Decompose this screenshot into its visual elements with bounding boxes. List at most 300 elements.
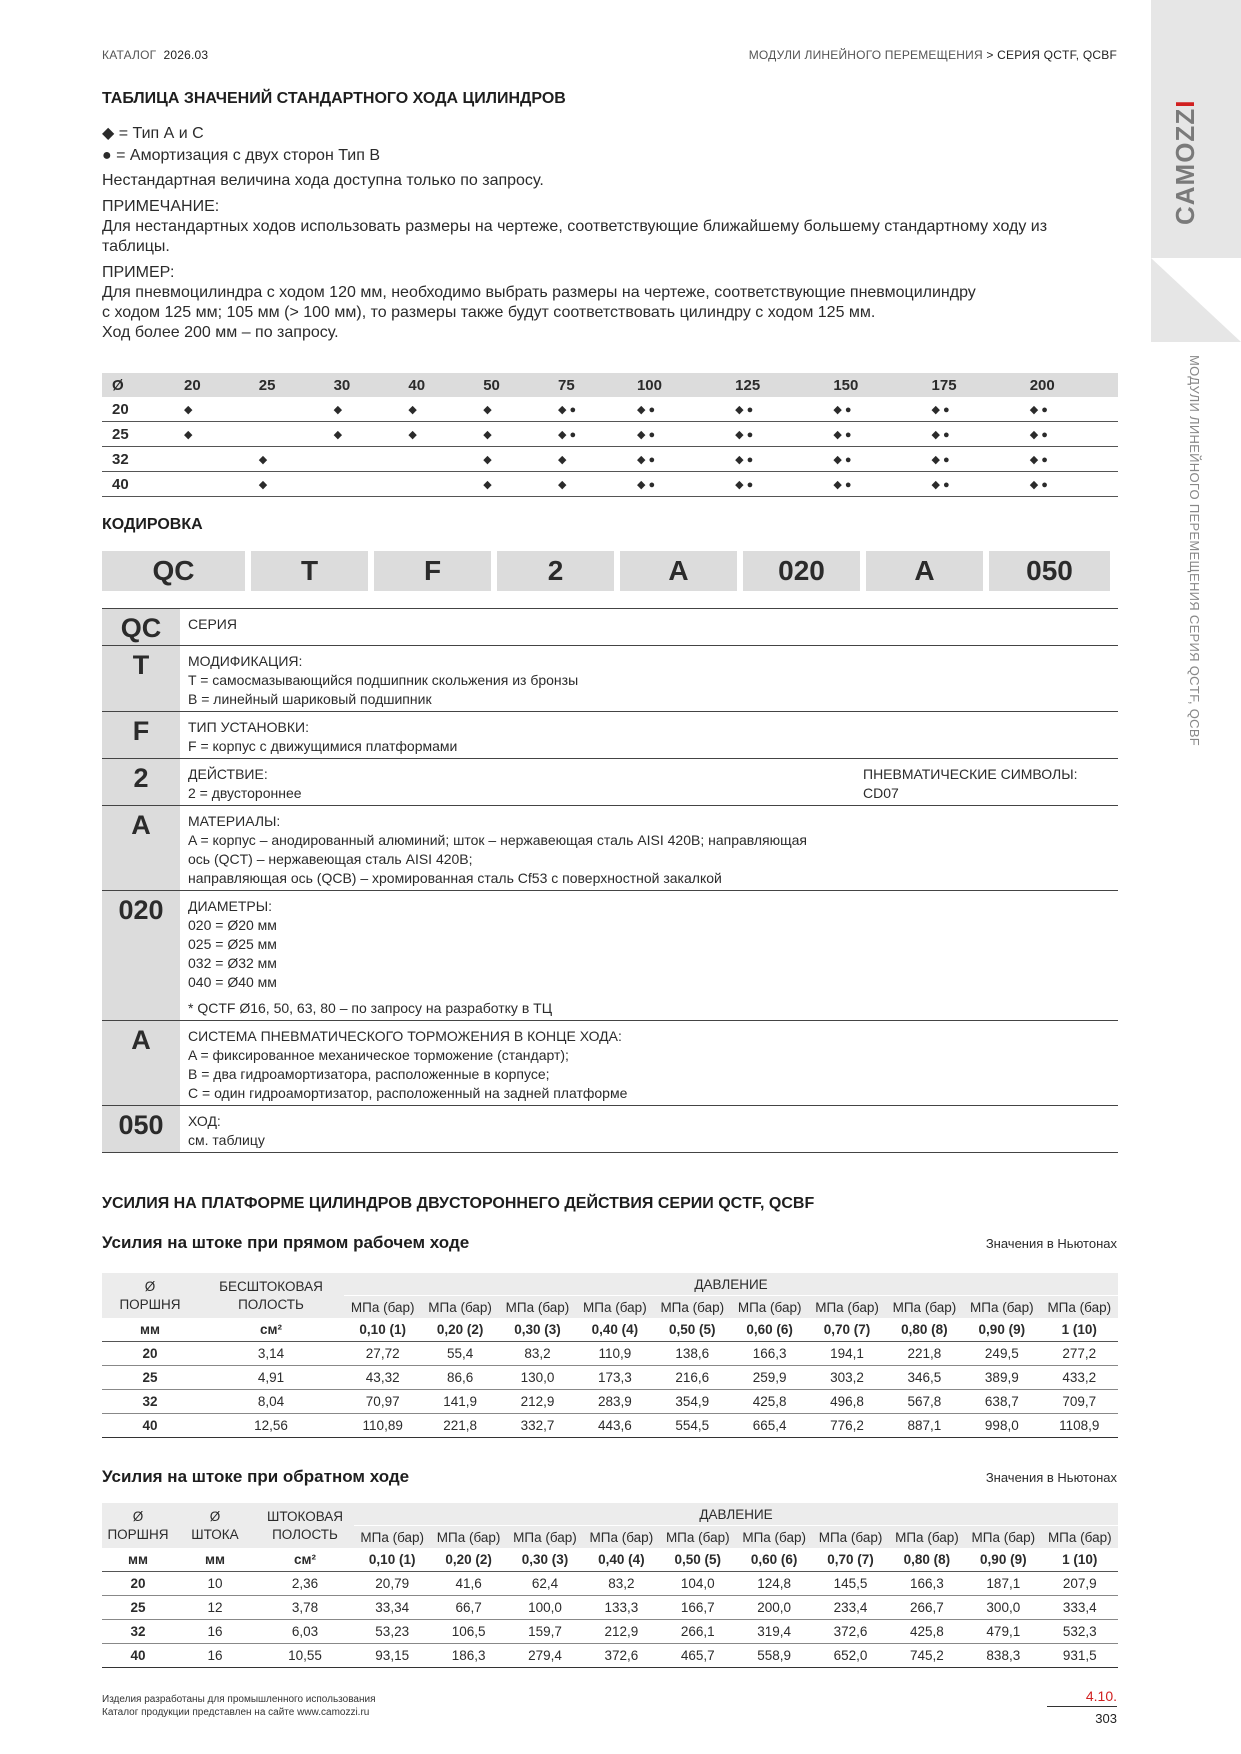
- pressure-value: 0,20 (2): [421, 1318, 498, 1342]
- stroke-cell: ◆: [473, 397, 548, 422]
- stroke-cell: ◆ ●: [548, 422, 627, 447]
- unit-cell: см²: [256, 1548, 354, 1572]
- force-cell: 300,0: [965, 1596, 1041, 1620]
- stroke-cell: ◆ ●: [725, 397, 823, 422]
- pressure-value: 1 (10): [1042, 1548, 1118, 1572]
- code-segment: A: [866, 551, 983, 591]
- stroke-cell: ◆: [473, 422, 548, 447]
- force-cell: 166,3: [889, 1572, 965, 1596]
- definition-description: [180, 1021, 1118, 1106]
- force-row: [102, 1644, 1118, 1668]
- coding-definition-row: [102, 1021, 1118, 1106]
- force-cell: 221,8: [421, 1414, 498, 1438]
- coding-definition-row: [102, 806, 1118, 891]
- force-cell: 319,4: [736, 1620, 812, 1644]
- unit-cell: мм: [102, 1548, 174, 1572]
- definition-line: ось (QCT) – нержавеющая сталь AISI 420B;: [188, 851, 473, 867]
- pneumatic-symbols: [863, 765, 1078, 803]
- stroke-cell: ◆ ●: [922, 422, 1020, 447]
- stroke-cell: [324, 472, 399, 497]
- force-cell: 10: [174, 1572, 256, 1596]
- stroke-cell: ◆: [174, 397, 249, 422]
- force-cell: 100,0: [507, 1596, 583, 1620]
- stroke-header: 100: [627, 373, 725, 397]
- pneumatic-symbols-value: CD07: [863, 785, 899, 801]
- stroke-cell: ◆: [398, 422, 473, 447]
- definition-line: СИСТЕМА ПНЕВМАТИЧЕСКОГО ТОРМОЖЕНИЯ В КОНЦЕ ХОДА:: [188, 1028, 622, 1044]
- breadcrumb-separator: >: [986, 48, 994, 62]
- force-cell: 2,36: [256, 1572, 354, 1596]
- force-cell: 66,7: [430, 1596, 506, 1620]
- definition-code: T: [102, 646, 180, 712]
- code-segment: QC: [102, 551, 245, 591]
- force-cell: 1108,9: [1041, 1414, 1118, 1438]
- force-cell: 32: [102, 1620, 174, 1644]
- force-cell: 25: [102, 1366, 198, 1390]
- definition-line: T = самосмазывающийся подшипник скольжения из бронзы: [188, 672, 579, 688]
- pressure-unit: МПа (бар): [965, 1526, 1041, 1549]
- force-cell: 221,8: [886, 1342, 963, 1366]
- force-cell: 93,15: [354, 1644, 430, 1668]
- stroke-header: 50: [473, 373, 548, 397]
- forces-title: УСИЛИЯ НА ПЛАТФОРМЕ ЦИЛИНДРОВ ДВУСТОРОННЕГО ДЕЙСТВИЯ СЕРИИ QCTF, QCBF: [102, 1195, 815, 1212]
- column-header: [198, 1273, 344, 1318]
- pressure-unit: МПа (бар): [354, 1526, 430, 1549]
- stroke-cell: ◆: [473, 447, 548, 472]
- example-line: Для пневмоцилиндра с ходом 120 мм, необходимо выбрать размеры на чертеже, соответствующие пневмоцилиндру: [102, 284, 976, 301]
- stroke-cell: [249, 422, 324, 447]
- pressure-value: 0,30 (3): [499, 1318, 576, 1342]
- coding-title: КОДИРОВКА: [102, 516, 203, 533]
- force-cell: 465,7: [660, 1644, 736, 1668]
- force-cell: 166,3: [731, 1342, 808, 1366]
- definition-line: A = фиксированное механическое торможение (стандарт);: [188, 1047, 569, 1063]
- stroke-cell: ◆: [548, 447, 627, 472]
- unit-cell: см²: [198, 1318, 344, 1342]
- pressure-value: 0,90 (9): [963, 1318, 1040, 1342]
- force-row: [102, 1596, 1118, 1620]
- force-cell: 6,03: [256, 1620, 354, 1644]
- force-cell: 207,9: [1042, 1572, 1118, 1596]
- stroke-header: 40: [398, 373, 473, 397]
- stroke-cell: [324, 447, 399, 472]
- force-cell: 4,91: [198, 1366, 344, 1390]
- force-cell: 279,4: [507, 1644, 583, 1668]
- stroke-cell: ◆ ●: [725, 447, 823, 472]
- column-header-line: ПОРШНЯ: [119, 1296, 181, 1312]
- stroke-cell: ◆ ●: [922, 397, 1020, 422]
- definition-description: [180, 759, 1118, 806]
- pressure-value-row: [102, 1548, 1118, 1572]
- force-cell: 200,0: [736, 1596, 812, 1620]
- force-cell: 558,9: [736, 1644, 812, 1668]
- force-cell: 25: [102, 1596, 174, 1620]
- stroke-cell: ◆: [174, 422, 249, 447]
- force-cell: 12: [174, 1596, 256, 1620]
- pneumatic-symbols-label: ПНЕВМАТИЧЕСКИЕ СИМВОЛЫ:: [863, 766, 1078, 782]
- column-header: [174, 1503, 256, 1548]
- definition-line: ДИАМЕТРЫ:: [188, 898, 273, 914]
- column-header-line: ПОРШНЯ: [107, 1526, 169, 1542]
- stroke-cell: ◆ ●: [548, 397, 627, 422]
- pressure-value: 0,50 (5): [654, 1318, 731, 1342]
- stroke-cell: ◆: [548, 472, 627, 497]
- stroke-header: 125: [725, 373, 823, 397]
- force-cell: 16: [174, 1644, 256, 1668]
- force-cell: 33,34: [354, 1596, 430, 1620]
- stroke-cell: ◆ ●: [1020, 472, 1118, 497]
- stroke-cell: ◆ ●: [627, 447, 725, 472]
- force-row: [102, 1572, 1118, 1596]
- force-cell: 104,0: [660, 1572, 736, 1596]
- unit-cell: мм: [102, 1318, 198, 1342]
- force-cell: 12,56: [198, 1414, 344, 1438]
- force-cell: 173,3: [576, 1366, 653, 1390]
- stroke-cell: ◆ ●: [922, 472, 1020, 497]
- column-header-line: Ø: [132, 1508, 144, 1524]
- catalog-year: 2026.03: [163, 48, 209, 62]
- definition-code: 020: [102, 891, 180, 1021]
- stroke-table-title: ТАБЛИЦА ЗНАЧЕНИЙ СТАНДАРТНОГО ХОДА ЦИЛИНДРОВ: [102, 90, 566, 107]
- unit-cell: мм: [174, 1548, 256, 1572]
- definition-line: 025 = Ø25 мм: [188, 936, 277, 952]
- force-cell: 70,97: [344, 1390, 421, 1414]
- stroke-cell: ◆ ●: [823, 472, 921, 497]
- definition-description: [180, 712, 1118, 759]
- forward-force-table: [102, 1273, 1118, 1438]
- brand-logo: CAMOZZI: [1170, 99, 1200, 225]
- force-header-row: [102, 1273, 1118, 1296]
- coding-definition-row: [102, 646, 1118, 712]
- stroke-cell: ◆ ●: [823, 422, 921, 447]
- force-cell: 709,7: [1041, 1390, 1118, 1414]
- pressure-unit: МПа (бар): [731, 1296, 808, 1319]
- stroke-cell: ◆ ●: [725, 472, 823, 497]
- pressure-value: 0,50 (5): [660, 1548, 736, 1572]
- stroke-cell: ◆: [324, 422, 399, 447]
- stroke-cell: ◆ ●: [922, 447, 1020, 472]
- pressure-unit: МПа (бар): [1042, 1526, 1118, 1549]
- code-segment: 020: [743, 551, 860, 591]
- coding-definition-row: [102, 759, 1118, 806]
- force-cell: 141,9: [421, 1390, 498, 1414]
- breadcrumb-current: СЕРИЯ QCTF, QCBF: [997, 48, 1117, 62]
- force-cell: 186,3: [430, 1644, 506, 1668]
- force-cell: 110,89: [344, 1414, 421, 1438]
- definition-line: B = два гидроамортизатора, расположенные в корпусе;: [188, 1066, 550, 1082]
- force-cell: 32: [102, 1390, 198, 1414]
- force-cell: 259,9: [731, 1366, 808, 1390]
- force-cell: 554,5: [654, 1414, 731, 1438]
- force-cell: 346,5: [886, 1366, 963, 1390]
- coding-definition-row: [102, 1106, 1118, 1153]
- force-cell: 145,5: [812, 1572, 888, 1596]
- force-cell: 372,6: [583, 1644, 659, 1668]
- definition-description: [180, 806, 1118, 891]
- column-header: [102, 1273, 198, 1318]
- return-force-table: [102, 1503, 1118, 1668]
- definition-line: 020 = Ø20 мм: [188, 917, 277, 933]
- pressure-unit: МПа (бар): [499, 1296, 576, 1319]
- force-cell: 433,2: [1041, 1366, 1118, 1390]
- force-cell: 16: [174, 1620, 256, 1644]
- definition-line: ХОД:: [188, 1113, 221, 1129]
- pressure-value: 0,30 (3): [507, 1548, 583, 1572]
- force-cell: 20: [102, 1572, 174, 1596]
- definition-line: F = корпус с движущимися платформами: [188, 738, 458, 754]
- code-segment: A: [620, 551, 737, 591]
- section-number: 4.10.: [1047, 1688, 1117, 1707]
- return-force-title: Усилия на штоке при обратном ходе: [102, 1467, 410, 1486]
- pressure-unit: МПа (бар): [808, 1296, 885, 1319]
- pressure-value: 0,40 (4): [583, 1548, 659, 1572]
- force-cell: 233,4: [812, 1596, 888, 1620]
- force-cell: 159,7: [507, 1620, 583, 1644]
- force-cell: 931,5: [1042, 1644, 1118, 1668]
- pressure-value: 0,10 (1): [354, 1548, 430, 1572]
- page-number: 303: [1095, 1711, 1117, 1726]
- force-cell: 194,1: [808, 1342, 885, 1366]
- pressure-value: 0,90 (9): [965, 1548, 1041, 1572]
- stroke-cell: [174, 447, 249, 472]
- pressure-unit: МПа (бар): [889, 1526, 965, 1549]
- definition-code: A: [102, 1021, 180, 1106]
- stroke-row: [102, 422, 1118, 447]
- side-section-title: МОДУЛИ ЛИНЕЙНОГО ПЕРЕМЕЩЕНИЯ СЕРИЯ QCTF, QCBF: [1187, 355, 1202, 747]
- force-cell: 443,6: [576, 1414, 653, 1438]
- force-cell: 266,7: [889, 1596, 965, 1620]
- definition-description: [180, 1106, 1118, 1153]
- stroke-cell: [398, 472, 473, 497]
- column-header-line: ШТОКОВАЯ: [266, 1508, 344, 1524]
- force-cell: 333,4: [1042, 1596, 1118, 1620]
- footer-line: Каталог продукции представлен на сайте www.camozzi.ru: [102, 1707, 370, 1718]
- stroke-cell: ◆ ●: [627, 422, 725, 447]
- force-cell: 776,2: [808, 1414, 885, 1438]
- stroke-row: [102, 447, 1118, 472]
- stroke-cell: ◆ ●: [725, 422, 823, 447]
- pressure-unit: МПа (бар): [421, 1296, 498, 1319]
- force-cell: 10,55: [256, 1644, 354, 1668]
- definition-description: [180, 646, 1118, 712]
- stroke-header: 20: [174, 373, 249, 397]
- pressure-unit: МПа (бар): [576, 1296, 653, 1319]
- force-cell: 20,79: [354, 1572, 430, 1596]
- force-row: [102, 1390, 1118, 1414]
- force-cell: 665,4: [731, 1414, 808, 1438]
- force-cell: 3,14: [198, 1342, 344, 1366]
- force-cell: 496,8: [808, 1390, 885, 1414]
- definition-line: ДЕЙСТВИЕ:: [188, 766, 268, 782]
- pressure-value: 0,40 (4): [576, 1318, 653, 1342]
- definition-main: [188, 765, 863, 803]
- force-cell: 53,23: [354, 1620, 430, 1644]
- pressure-value: 0,80 (8): [886, 1318, 963, 1342]
- stroke-table-header: [102, 373, 1118, 397]
- pressure-value-row: [102, 1318, 1118, 1342]
- diameter-cell: 40: [102, 472, 174, 497]
- force-cell: 303,2: [808, 1366, 885, 1390]
- legend-type-ac: ◆ = Тип А и С: [102, 125, 204, 142]
- definition-line: B = линейный шариковый подшипник: [188, 691, 432, 707]
- example-label: ПРИМЕР:: [102, 264, 175, 281]
- force-cell: 212,9: [583, 1620, 659, 1644]
- force-cell: 166,7: [660, 1596, 736, 1620]
- definition-line: ТИП УСТАНОВКИ:: [188, 719, 309, 735]
- force-cell: 998,0: [963, 1414, 1040, 1438]
- force-cell: 277,2: [1041, 1342, 1118, 1366]
- pressure-header: ДАВЛЕНИЕ: [344, 1273, 1118, 1296]
- pressure-unit: МПа (бар): [654, 1296, 731, 1319]
- force-cell: 43,32: [344, 1366, 421, 1390]
- force-row: [102, 1366, 1118, 1390]
- stroke-cell: ◆ ●: [1020, 422, 1118, 447]
- definition-code: QC: [102, 609, 180, 646]
- code-segment: 050: [989, 551, 1110, 591]
- force-cell: 130,0: [499, 1366, 576, 1390]
- stroke-cell: ◆: [398, 397, 473, 422]
- stroke-header: 75: [548, 373, 627, 397]
- column-header-line: ПОЛОСТЬ: [272, 1526, 338, 1542]
- column-header-line: БЕСШТОКОВАЯ: [219, 1278, 323, 1294]
- stroke-cell: ◆ ●: [1020, 397, 1118, 422]
- definition-line: 032 = Ø32 мм: [188, 955, 277, 971]
- stroke-cell: ◆: [249, 447, 324, 472]
- definition-line: МОДИФИКАЦИЯ:: [188, 653, 303, 669]
- footer-line: Изделия разработаны для промышленного использования: [102, 1694, 376, 1705]
- force-cell: 249,5: [963, 1342, 1040, 1366]
- force-cell: 567,8: [886, 1390, 963, 1414]
- pressure-value: 0,60 (6): [731, 1318, 808, 1342]
- pressure-unit: МПа (бар): [812, 1526, 888, 1549]
- coding-definition-row: [102, 712, 1118, 759]
- force-cell: 8,04: [198, 1390, 344, 1414]
- force-cell: 532,3: [1042, 1620, 1118, 1644]
- pressure-unit: МПа (бар): [1041, 1296, 1118, 1319]
- force-cell: 212,9: [499, 1390, 576, 1414]
- column-header-line: ШТОКА: [191, 1526, 239, 1542]
- units-note: Значения в Ньютонах: [985, 1470, 1117, 1485]
- force-cell: 187,1: [965, 1572, 1041, 1596]
- pressure-unit: МПа (бар): [583, 1526, 659, 1549]
- pressure-unit: МПа (бар): [430, 1526, 506, 1549]
- note-label: ПРИМЕЧАНИЕ:: [102, 198, 220, 215]
- force-row: [102, 1342, 1118, 1366]
- stroke-row: [102, 397, 1118, 422]
- column-header-line: ПОЛОСТЬ: [238, 1296, 304, 1312]
- definition-code: A: [102, 806, 180, 891]
- column-header: [256, 1503, 354, 1548]
- pressure-unit: МПа (бар): [344, 1296, 421, 1319]
- stroke-cell: ◆ ●: [823, 447, 921, 472]
- pressure-unit: МПа (бар): [886, 1296, 963, 1319]
- pressure-value: 0,70 (7): [812, 1548, 888, 1572]
- pressure-unit: МПа (бар): [660, 1526, 736, 1549]
- force-cell: 133,3: [583, 1596, 659, 1620]
- pressure-value: 0,60 (6): [736, 1548, 812, 1572]
- pressure-value: 0,80 (8): [889, 1548, 965, 1572]
- definition-code: 2: [102, 759, 180, 806]
- force-cell: 41,6: [430, 1572, 506, 1596]
- code-segment: T: [251, 551, 368, 591]
- definition-description: [180, 891, 1118, 1021]
- force-cell: 55,4: [421, 1342, 498, 1366]
- breadcrumb-item[interactable]: МОДУЛИ ЛИНЕЙНОГО ПЕРЕМЕЩЕНИЯ: [748, 48, 983, 62]
- pressure-unit: МПа (бар): [736, 1526, 812, 1549]
- footer-notes: [102, 1693, 376, 1719]
- definition-line: 040 = Ø40 мм: [188, 974, 277, 990]
- stroke-cell: ◆ ●: [627, 397, 725, 422]
- catalog-header: [102, 48, 208, 62]
- column-header-line: Ø: [144, 1278, 156, 1294]
- definition-code: F: [102, 712, 180, 759]
- definition-footnote: * QCTF Ø16, 50, 63, 80 – по запросу на разработку в ТЦ: [188, 1000, 553, 1016]
- code-segment: 2: [497, 551, 614, 591]
- force-cell: 745,2: [889, 1644, 965, 1668]
- note-text: Для нестандартных ходов использовать размеры на чертеже, соответствующие ближайшему большему стандартному ходу из таблицы.: [102, 218, 1048, 255]
- force-cell: 425,8: [731, 1390, 808, 1414]
- pressure-header: ДАВЛЕНИЕ: [354, 1503, 1118, 1526]
- stroke-header: 150: [823, 373, 921, 397]
- stroke-cell: ◆: [324, 397, 399, 422]
- stroke-cell: ◆ ●: [627, 472, 725, 497]
- pressure-value: 0,70 (7): [808, 1318, 885, 1342]
- force-cell: 354,9: [654, 1390, 731, 1414]
- diameter-cell: 25: [102, 422, 174, 447]
- pressure-value: 0,10 (1): [344, 1318, 421, 1342]
- units-note: Значения в Ньютонах: [985, 1236, 1117, 1251]
- breadcrumb: [749, 48, 1117, 62]
- definition-line: СЕРИЯ: [188, 616, 237, 632]
- catalog-label: КАТАЛОГ: [102, 48, 157, 62]
- force-row: [102, 1620, 1118, 1644]
- force-cell: 86,6: [421, 1366, 498, 1390]
- code-segment: F: [374, 551, 491, 591]
- force-cell: 838,3: [965, 1644, 1041, 1668]
- coding-definition-row: [102, 891, 1118, 1021]
- definition-two-column: [188, 765, 1110, 803]
- stroke-cell: [249, 397, 324, 422]
- stroke-header: 30: [324, 373, 399, 397]
- force-cell: 887,1: [886, 1414, 963, 1438]
- force-cell: 266,1: [660, 1620, 736, 1644]
- stroke-notes: [102, 124, 1112, 343]
- definition-line: см. таблицу: [188, 1132, 265, 1148]
- force-cell: 110,9: [576, 1342, 653, 1366]
- force-cell: 3,78: [256, 1596, 354, 1620]
- force-cell: 40: [102, 1644, 174, 1668]
- pressure-value: 0,20 (2): [430, 1548, 506, 1572]
- force-cell: 332,7: [499, 1414, 576, 1438]
- diameter-header: Ø: [102, 373, 174, 397]
- definition-line: A = корпус – анодированный алюминий; шток – нержавеющая сталь AISI 420B; направляющая: [188, 832, 808, 848]
- stroke-cell: ◆ ●: [823, 397, 921, 422]
- stroke-header: 25: [249, 373, 324, 397]
- pressure-unit: МПа (бар): [963, 1296, 1040, 1319]
- force-cell: 283,9: [576, 1390, 653, 1414]
- force-cell: 138,6: [654, 1342, 731, 1366]
- force-cell: 27,72: [344, 1342, 421, 1366]
- stroke-cell: [398, 447, 473, 472]
- stroke-header: 200: [1020, 373, 1118, 397]
- definition-line: 2 = двустороннее: [188, 785, 302, 801]
- force-cell: 389,9: [963, 1366, 1040, 1390]
- example-line: Ход более 200 мм – по запросу.: [102, 324, 339, 341]
- force-cell: 652,0: [812, 1644, 888, 1668]
- diameter-cell: 20: [102, 397, 174, 422]
- diameter-cell: 32: [102, 447, 174, 472]
- force-cell: 124,8: [736, 1572, 812, 1596]
